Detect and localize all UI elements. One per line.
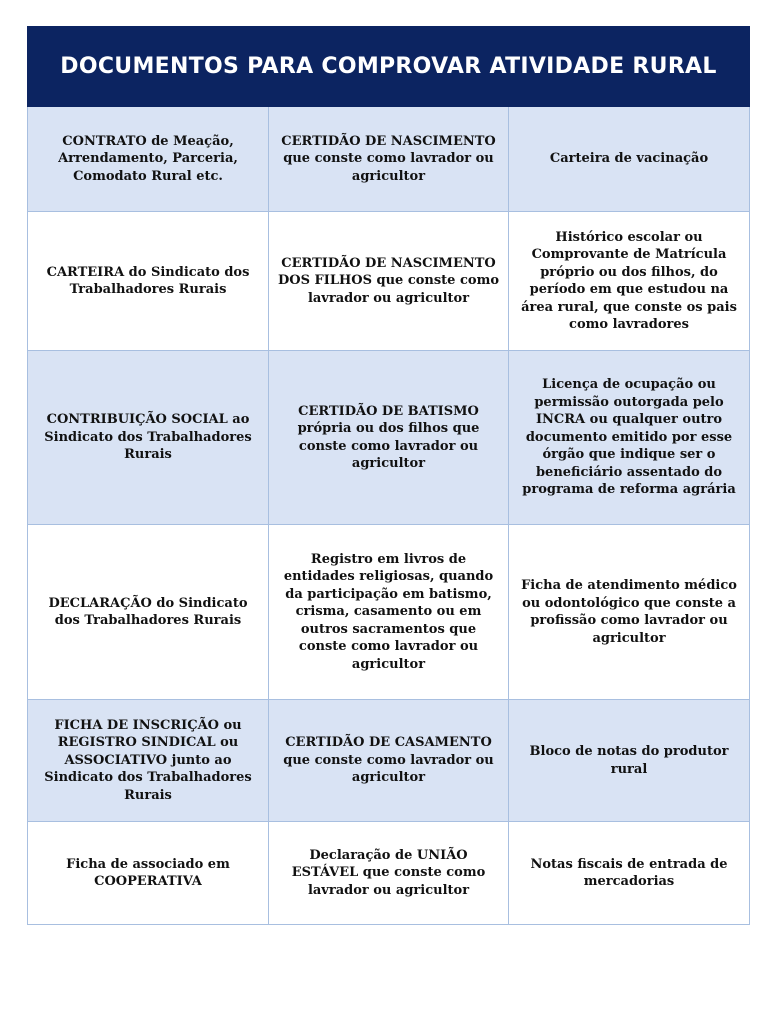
table-cell: CARTEIRA do Sindicato dos Trabalhadores Rurais <box>28 212 269 351</box>
table-cell: CERTIDÃO DE CASAMENTO que conste como lavrador ou agricultor <box>269 700 509 822</box>
table-cell: CERTIDÃO DE NASCIMENTO DOS FILHOS que conste como lavrador ou agricultor <box>269 212 509 351</box>
table-cell: Licença de ocupação ou permissão outorgada pelo INCRA ou qualquer outro documento emitido por esse órgão que indique ser o beneficiário assentado do programa de reforma agrária <box>509 351 750 525</box>
table-cell: CERTIDÃO DE NASCIMENTO que conste como lavrador ou agricultor <box>269 107 509 212</box>
table-cell: CONTRATO de Meação, Arrendamento, Parceria, Comodato Rural etc. <box>28 107 269 212</box>
table-row <box>28 822 750 925</box>
table-cell: Bloco de notas do produtor rural <box>509 700 750 822</box>
table-cell: Ficha de atendimento médico ou odontológico que conste a profissão como lavrador ou agricultor <box>509 525 750 700</box>
table-cell: Ficha de associado em COOPERATIVA <box>28 822 269 925</box>
table-cell: CERTIDÃO DE BATISMO própria ou dos filhos que conste como lavrador ou agricultor <box>269 351 509 525</box>
table-cell: Registro em livros de entidades religiosas, quando da participação em batismo, crisma, casamento ou em outros sacramentos que conste como lavrador ou agricultor <box>269 525 509 700</box>
table-row <box>28 700 750 822</box>
table-row <box>28 212 750 351</box>
table-cell: FICHA DE INSCRIÇÃO ou REGISTRO SINDICAL ou ASSOCIATIVO junto ao Sindicato dos Trabalhadores Rurais <box>28 700 269 822</box>
table-cell: DECLARAÇÃO do Sindicato dos Trabalhadores Rurais <box>28 525 269 700</box>
page-title: DOCUMENTOS PARA COMPROVAR ATIVIDADE RURAL <box>28 27 750 107</box>
table-row <box>28 107 750 212</box>
table-cell: Histórico escolar ou Comprovante de Matrícula próprio ou dos filhos, do período em que estudou na área rural, que conste os pais como lavradores <box>509 212 750 351</box>
table-cell: Carteira de vacinação <box>509 107 750 212</box>
table-row <box>28 525 750 700</box>
documents-table <box>27 26 750 925</box>
table-cell: Notas fiscais de entrada de mercadorias <box>509 822 750 925</box>
title-row <box>28 27 750 107</box>
table-cell: Declaração de UNIÃO ESTÁVEL que conste como lavrador ou agricultor <box>269 822 509 925</box>
table-row <box>28 351 750 525</box>
table-cell: CONTRIBUIÇÃO SOCIAL ao Sindicato dos Trabalhadores Rurais <box>28 351 269 525</box>
